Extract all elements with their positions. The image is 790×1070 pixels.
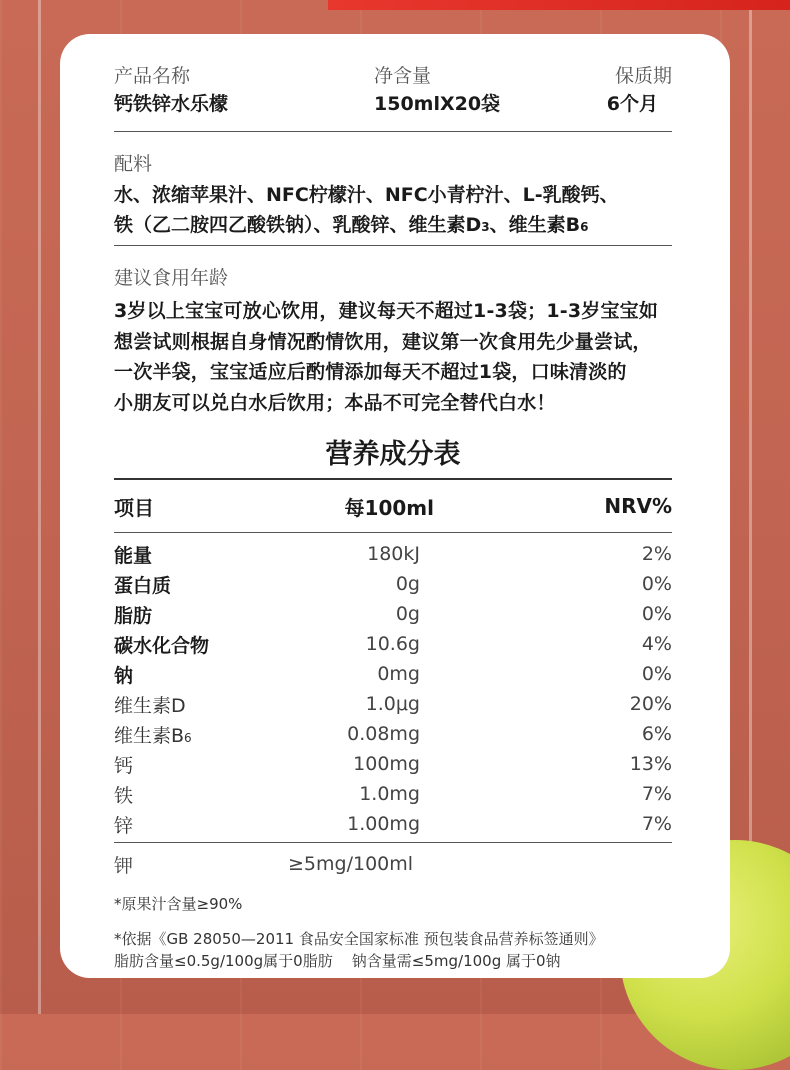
age-text: [114, 296, 672, 418]
nutrient-value: 1.0mg: [359, 783, 420, 805]
product-name-column: [114, 62, 374, 131]
nutrient-nrv: 7%: [641, 783, 672, 805]
shelf-life-label: 保质期: [614, 65, 672, 87]
nutrient-value: 180kJ: [367, 543, 420, 565]
nutrient-value: 0mg: [377, 663, 420, 685]
ingredients-text: [114, 180, 672, 242]
table-row: [114, 809, 672, 839]
nutrient-name: 脂肪: [114, 604, 153, 627]
table-row: [114, 629, 672, 659]
nutrient-value: 0g: [395, 573, 420, 595]
age-line: 3岁以上宝宝可放心饮用，建议每天不超过1-3袋；1-3岁宝宝如: [114, 300, 659, 322]
top-banner: [328, 0, 790, 10]
nutrient-name: 能量: [114, 544, 153, 567]
nutrient-nrv: 0%: [641, 663, 672, 685]
nutrient-name: [114, 721, 304, 748]
nutrient-nrv: 20%: [629, 693, 672, 715]
product-name-value: 钙铁锌水乐檬: [114, 93, 229, 115]
juice-content-note: *原果汁含量≥90%: [114, 895, 243, 913]
ingredients-line-2-b: 、维生素B: [489, 214, 581, 236]
footnotes: [114, 893, 672, 972]
nutrition-rows: [114, 533, 672, 843]
age-line: 想尝试则根据自身情况酌情饮用，建议第一次食用先少量尝试，: [114, 330, 652, 353]
ingredients-title: 配料: [114, 153, 153, 175]
nutrient-nrv: 13%: [629, 753, 672, 775]
nutrient-name: 维生素D: [114, 694, 186, 717]
ingredients-section: [114, 132, 672, 246]
age-title: 建议食用年龄: [114, 267, 229, 289]
nutrient-nrv: 7%: [641, 813, 672, 835]
col-nrv-header: NRV%: [604, 494, 672, 518]
nutrient-nrv: 0%: [641, 573, 672, 595]
potassium-name: 钾: [114, 854, 134, 877]
col-per100-header: 每100ml: [344, 495, 434, 520]
vitamin-d-subscript: 3: [481, 220, 490, 234]
nutrient-name: 碳水化合物: [114, 634, 210, 657]
nutrient-value: 1.0μg: [365, 693, 420, 715]
nutrient-name: 蛋白质: [114, 574, 172, 597]
net-content-label: 净含量: [374, 65, 432, 87]
age-section: [114, 246, 672, 442]
nutrient-nrv: 2%: [641, 543, 672, 565]
table-row: [114, 719, 672, 749]
col-item-header: 项目: [114, 495, 154, 520]
nutrient-name: 铁: [114, 784, 134, 807]
table-row: [114, 749, 672, 779]
table-row: [114, 599, 672, 629]
nutrient-nrv: 4%: [641, 633, 672, 655]
nutrient-value: 100mg: [353, 753, 420, 775]
age-line: 小朋友可以兑白水后饮用；本品不可完全替代白水！: [114, 391, 556, 414]
vitamin-b-subscript: 6: [580, 220, 589, 234]
nutrient-name-main: 维生素B: [114, 724, 185, 747]
zero-claim-note: 脂肪含量≤0.5g/100g属于0脂肪 钠含量需≤5mg/100g 属于0钠: [114, 952, 561, 970]
product-header: [114, 34, 672, 132]
nutrient-nrv: 6%: [641, 723, 672, 745]
potassium-row: [114, 843, 672, 885]
table-row: [114, 539, 672, 569]
nutrient-value: 1.00mg: [347, 813, 420, 835]
nutrient-value: 0g: [395, 603, 420, 625]
nutrient-name: 锌: [114, 814, 134, 837]
ingredients-line-2: [114, 210, 672, 242]
nutrition-header-row: [114, 480, 672, 533]
table-row: [114, 689, 672, 719]
potassium-value: ≥5mg/100ml: [288, 853, 414, 875]
court-line-left: [38, 0, 41, 1014]
nutrient-value: 10.6g: [365, 633, 420, 655]
note-spacer: [114, 915, 672, 928]
age-line: 一次半袋，宝宝适应后酌情添加每天不超过1袋，口味清淡的: [114, 361, 627, 383]
standard-basis-note: *依据《GB 28050—2011 食品安全国家标准 预包装食品营养标签通则》: [114, 930, 604, 948]
shelf-life-value: 6个月: [606, 93, 658, 115]
shelf-life-column: [594, 62, 672, 131]
label-card: [60, 34, 730, 978]
table-row: [114, 779, 672, 809]
nutrient-name: 钙: [114, 754, 134, 777]
nutrient-value: 0.08mg: [347, 723, 420, 745]
ingredients-line-2-a: 铁（乙二胺四乙酸铁钠）、乳酸锌、维生素D: [114, 214, 482, 236]
nutrient-name: 钠: [114, 664, 134, 687]
nutrient-nrv: 0%: [641, 603, 672, 625]
table-row: [114, 659, 672, 689]
net-content-value: 150mlX20袋: [374, 93, 501, 115]
product-name-label: 产品名称: [114, 65, 191, 87]
net-content-column: [374, 62, 594, 131]
table-row: [114, 569, 672, 599]
nutrient-name-subscript: 6: [184, 730, 192, 745]
nutrition-title: 营养成分表: [114, 432, 672, 480]
ingredients-line-1: 水、浓缩苹果汁、NFC柠檬汁、NFC小青柠汁、L-乳酸钙、: [114, 184, 619, 206]
